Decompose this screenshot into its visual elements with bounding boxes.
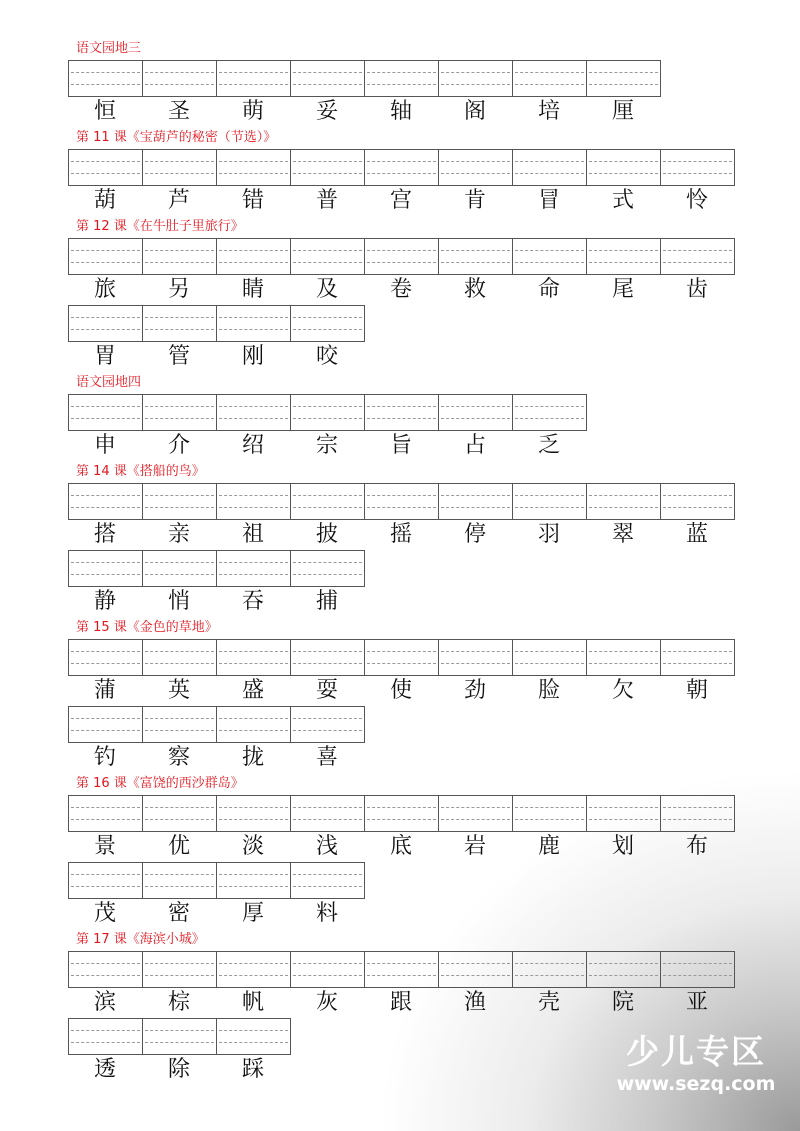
lesson-heading: 语文园地三: [76, 41, 142, 56]
hanzi-character: 使: [389, 678, 412, 703]
hanzi-character: 透: [93, 1057, 116, 1082]
writing-cell[interactable]: [68, 862, 142, 899]
hanzi-character: 冒: [537, 188, 560, 213]
writing-grid: [68, 795, 768, 832]
hanzi-character: 帆: [241, 990, 264, 1015]
writing-cell[interactable]: [290, 862, 365, 899]
writing-cell[interactable]: [364, 149, 438, 186]
writing-cell[interactable]: [216, 305, 290, 342]
writing-cell[interactable]: [142, 238, 216, 275]
writing-cell[interactable]: [142, 706, 216, 743]
writing-cell[interactable]: [68, 238, 142, 275]
lesson-section: [68, 216, 768, 372]
writing-cell[interactable]: [216, 550, 290, 587]
writing-cell[interactable]: [290, 639, 364, 676]
hanzi-character: 羽: [537, 522, 560, 547]
hanzi-character: 密: [167, 901, 190, 926]
writing-grid: [68, 238, 768, 275]
writing-cell[interactable]: [364, 483, 438, 520]
hanzi-character: 棕: [167, 990, 190, 1015]
hanzi-character: 浅: [315, 834, 338, 859]
character-row: [68, 431, 768, 461]
hanzi-character: 捕: [315, 589, 338, 614]
writing-cell[interactable]: [68, 394, 142, 431]
writing-cell[interactable]: [364, 394, 438, 431]
hanzi-character: 优: [167, 834, 190, 859]
writing-cell[interactable]: [512, 238, 586, 275]
hanzi-character: 察: [167, 745, 190, 770]
character-row: [68, 97, 768, 127]
hanzi-character: 亚: [685, 990, 708, 1015]
hanzi-character: 渔: [463, 990, 486, 1015]
writing-cell[interactable]: [660, 483, 735, 520]
hanzi-character: 吞: [241, 589, 264, 614]
hanzi-character: 岩: [463, 834, 486, 859]
writing-cell[interactable]: [364, 238, 438, 275]
hanzi-character: 厘: [611, 99, 634, 124]
writing-grid: [68, 149, 768, 186]
writing-cell[interactable]: [586, 238, 660, 275]
character-row: [68, 899, 768, 929]
writing-cell[interactable]: [290, 550, 365, 587]
hanzi-character: 摇: [389, 522, 412, 547]
hanzi-character: 占: [463, 433, 486, 458]
writing-cell[interactable]: [68, 639, 142, 676]
hanzi-character: 旅: [93, 277, 116, 302]
writing-cell[interactable]: [216, 483, 290, 520]
writing-cell[interactable]: [68, 706, 142, 743]
lesson-heading: 第 14 课《搭船的鸟》: [76, 464, 205, 479]
watermark-logo: [606, 1032, 786, 1096]
writing-cell[interactable]: [68, 60, 142, 97]
hanzi-character: 芦: [167, 188, 190, 213]
hanzi-character: 搭: [93, 522, 116, 547]
lesson-heading: 第 16 课《富饶的西沙群岛》: [76, 776, 244, 791]
lesson-section: [68, 127, 768, 216]
writing-cell[interactable]: [512, 149, 586, 186]
writing-cell[interactable]: [364, 60, 438, 97]
writing-grid: [68, 394, 768, 431]
writing-cell[interactable]: [586, 795, 660, 832]
writing-cell[interactable]: [586, 483, 660, 520]
lesson-heading: 第 11 课《宝葫芦的秘密（节选）》: [76, 130, 277, 145]
writing-cell[interactable]: [512, 951, 586, 988]
writing-cell[interactable]: [438, 795, 512, 832]
hanzi-character: 滨: [93, 990, 116, 1015]
hanzi-character: 宗: [315, 433, 338, 458]
hanzi-character: 睛: [241, 277, 264, 302]
hanzi-character: 脸: [537, 678, 560, 703]
worksheet-content: [68, 38, 768, 1085]
hanzi-character: 划: [611, 834, 634, 859]
writing-cell[interactable]: [290, 483, 364, 520]
writing-cell[interactable]: [364, 795, 438, 832]
hanzi-character: 钓: [93, 745, 116, 770]
hanzi-character: 朝: [685, 678, 708, 703]
writing-cell[interactable]: [290, 394, 364, 431]
hanzi-character: 除: [167, 1057, 190, 1082]
writing-cell[interactable]: [512, 639, 586, 676]
writing-cell[interactable]: [290, 60, 364, 97]
hanzi-character: 葫: [93, 188, 116, 213]
writing-cell[interactable]: [438, 483, 512, 520]
writing-cell[interactable]: [216, 1018, 291, 1055]
writing-cell[interactable]: [660, 149, 735, 186]
hanzi-character: 尾: [611, 277, 634, 302]
writing-cell[interactable]: [142, 394, 216, 431]
writing-cell[interactable]: [438, 149, 512, 186]
character-row: [68, 676, 768, 706]
writing-cell[interactable]: [290, 149, 364, 186]
hanzi-character: 跟: [389, 990, 412, 1015]
lesson-section: [68, 617, 768, 773]
writing-cell[interactable]: [68, 795, 142, 832]
writing-grid: [68, 862, 768, 899]
writing-cell[interactable]: [438, 60, 512, 97]
lesson-section: [68, 38, 768, 127]
hanzi-character: 萌: [241, 99, 264, 124]
writing-grid: [68, 706, 768, 743]
hanzi-character: 底: [389, 834, 412, 859]
lesson-heading: 第 12 课《在牛肚子里旅行》: [76, 219, 244, 234]
hanzi-character: 厚: [241, 901, 264, 926]
hanzi-character: 圣: [167, 99, 190, 124]
hanzi-character: 欠: [611, 678, 634, 703]
hanzi-character: 怜: [685, 188, 708, 213]
writing-cell[interactable]: [660, 795, 735, 832]
writing-cell[interactable]: [68, 483, 142, 520]
writing-cell[interactable]: [216, 394, 290, 431]
writing-cell[interactable]: [216, 60, 290, 97]
lesson-heading: 第 15 课《金色的草地》: [76, 620, 218, 635]
writing-grid: [68, 639, 768, 676]
hanzi-character: 停: [463, 522, 486, 547]
hanzi-character: 灰: [315, 990, 338, 1015]
hanzi-character: 错: [241, 188, 264, 213]
writing-cell[interactable]: [290, 706, 365, 743]
character-row: [68, 832, 768, 862]
character-row: [68, 186, 768, 216]
writing-cell[interactable]: [216, 639, 290, 676]
hanzi-character: 乏: [537, 433, 560, 458]
writing-cell[interactable]: [142, 1018, 216, 1055]
hanzi-character: 静: [93, 589, 116, 614]
hanzi-character: 培: [537, 99, 560, 124]
hanzi-character: 布: [685, 834, 708, 859]
lesson-section: [68, 372, 768, 461]
hanzi-character: 踩: [241, 1057, 264, 1082]
hanzi-character: 蒲: [93, 678, 116, 703]
writing-cell[interactable]: [216, 862, 290, 899]
writing-cell[interactable]: [68, 1018, 142, 1055]
writing-cell[interactable]: [142, 149, 216, 186]
writing-cell[interactable]: [512, 394, 587, 431]
writing-cell[interactable]: [142, 795, 216, 832]
writing-cell[interactable]: [660, 639, 735, 676]
hanzi-character: 悄: [167, 589, 190, 614]
writing-cell[interactable]: [438, 238, 512, 275]
hanzi-character: 另: [167, 277, 190, 302]
hanzi-character: 介: [167, 433, 190, 458]
lesson-heading: 第 17 课《海滨小城》: [76, 932, 205, 947]
writing-cell[interactable]: [68, 149, 142, 186]
hanzi-character: 宫: [389, 188, 412, 213]
hanzi-character: 妥: [315, 99, 338, 124]
hanzi-character: 景: [93, 834, 116, 859]
hanzi-character: 披: [315, 522, 338, 547]
hanzi-character: 绍: [241, 433, 264, 458]
hanzi-character: 祖: [241, 522, 264, 547]
hanzi-character: 肯: [463, 188, 486, 213]
writing-cell[interactable]: [142, 862, 216, 899]
writing-cell[interactable]: [68, 550, 142, 587]
lesson-section: [68, 461, 768, 617]
hanzi-character: 胃: [93, 344, 116, 369]
hanzi-character: 劲: [463, 678, 486, 703]
hanzi-character: 齿: [685, 277, 708, 302]
lesson-heading: 语文园地四: [76, 375, 142, 390]
hanzi-character: 喜: [315, 745, 338, 770]
watermark-title: 少儿专区: [626, 1032, 766, 1071]
hanzi-character: 救: [463, 277, 486, 302]
writing-cell[interactable]: [512, 483, 586, 520]
writing-cell[interactable]: [290, 795, 364, 832]
writing-cell[interactable]: [216, 951, 290, 988]
hanzi-character: 翠: [611, 522, 634, 547]
hanzi-character: 轴: [389, 99, 412, 124]
writing-cell[interactable]: [142, 639, 216, 676]
hanzi-character: 料: [315, 901, 338, 926]
writing-cell[interactable]: [660, 238, 735, 275]
writing-cell[interactable]: [438, 639, 512, 676]
hanzi-character: 普: [315, 188, 338, 213]
hanzi-character: 茂: [93, 901, 116, 926]
hanzi-character: 阁: [463, 99, 486, 124]
writing-cell[interactable]: [512, 795, 586, 832]
writing-cell[interactable]: [216, 706, 290, 743]
writing-cell[interactable]: [216, 238, 290, 275]
writing-cell[interactable]: [142, 60, 216, 97]
hanzi-character: 壳: [537, 990, 560, 1015]
hanzi-character: 咬: [315, 344, 338, 369]
hanzi-character: 及: [315, 277, 338, 302]
writing-cell[interactable]: [586, 639, 660, 676]
writing-cell[interactable]: [142, 951, 216, 988]
writing-cell[interactable]: [290, 951, 364, 988]
hanzi-character: 蓝: [685, 522, 708, 547]
writing-cell[interactable]: [512, 60, 586, 97]
writing-cell[interactable]: [68, 951, 142, 988]
hanzi-character: 耍: [315, 678, 338, 703]
writing-cell[interactable]: [586, 149, 660, 186]
hanzi-character: 英: [167, 678, 190, 703]
writing-cell[interactable]: [290, 305, 365, 342]
writing-cell[interactable]: [142, 305, 216, 342]
character-row: [68, 587, 768, 617]
writing-grid: [68, 550, 768, 587]
hanzi-character: 管: [167, 344, 190, 369]
hanzi-character: 拢: [241, 745, 264, 770]
hanzi-character: 院: [611, 990, 634, 1015]
hanzi-character: 恒: [93, 99, 116, 124]
writing-cell[interactable]: [586, 951, 660, 988]
writing-grid: [68, 951, 768, 988]
hanzi-character: 申: [93, 433, 116, 458]
character-row: [68, 342, 768, 372]
character-row: [68, 743, 768, 773]
writing-cell[interactable]: [438, 394, 512, 431]
watermark-url: www.sezq.com: [616, 1073, 776, 1095]
writing-cell[interactable]: [586, 60, 661, 97]
hanzi-character: 卷: [389, 277, 412, 302]
hanzi-character: 盛: [241, 678, 264, 703]
character-row: [68, 988, 768, 1018]
lesson-section: [68, 773, 768, 929]
hanzi-character: 旨: [389, 433, 412, 458]
writing-cell[interactable]: [438, 951, 512, 988]
writing-cell[interactable]: [216, 149, 290, 186]
writing-cell[interactable]: [68, 305, 142, 342]
writing-cell[interactable]: [364, 951, 438, 988]
writing-cell[interactable]: [660, 951, 735, 988]
character-row: [68, 520, 768, 550]
writing-grid: [68, 60, 768, 97]
writing-cell[interactable]: [364, 639, 438, 676]
hanzi-character: 鹿: [537, 834, 560, 859]
hanzi-character: 亲: [167, 522, 190, 547]
hanzi-character: 淡: [241, 834, 264, 859]
hanzi-character: 命: [537, 277, 560, 302]
writing-cell[interactable]: [290, 238, 364, 275]
writing-cell[interactable]: [142, 550, 216, 587]
writing-cell[interactable]: [216, 795, 290, 832]
hanzi-character: 刚: [241, 344, 264, 369]
character-row: [68, 275, 768, 305]
writing-grid: [68, 483, 768, 520]
hanzi-character: 式: [611, 188, 634, 213]
writing-cell[interactable]: [142, 483, 216, 520]
writing-grid: [68, 305, 768, 342]
